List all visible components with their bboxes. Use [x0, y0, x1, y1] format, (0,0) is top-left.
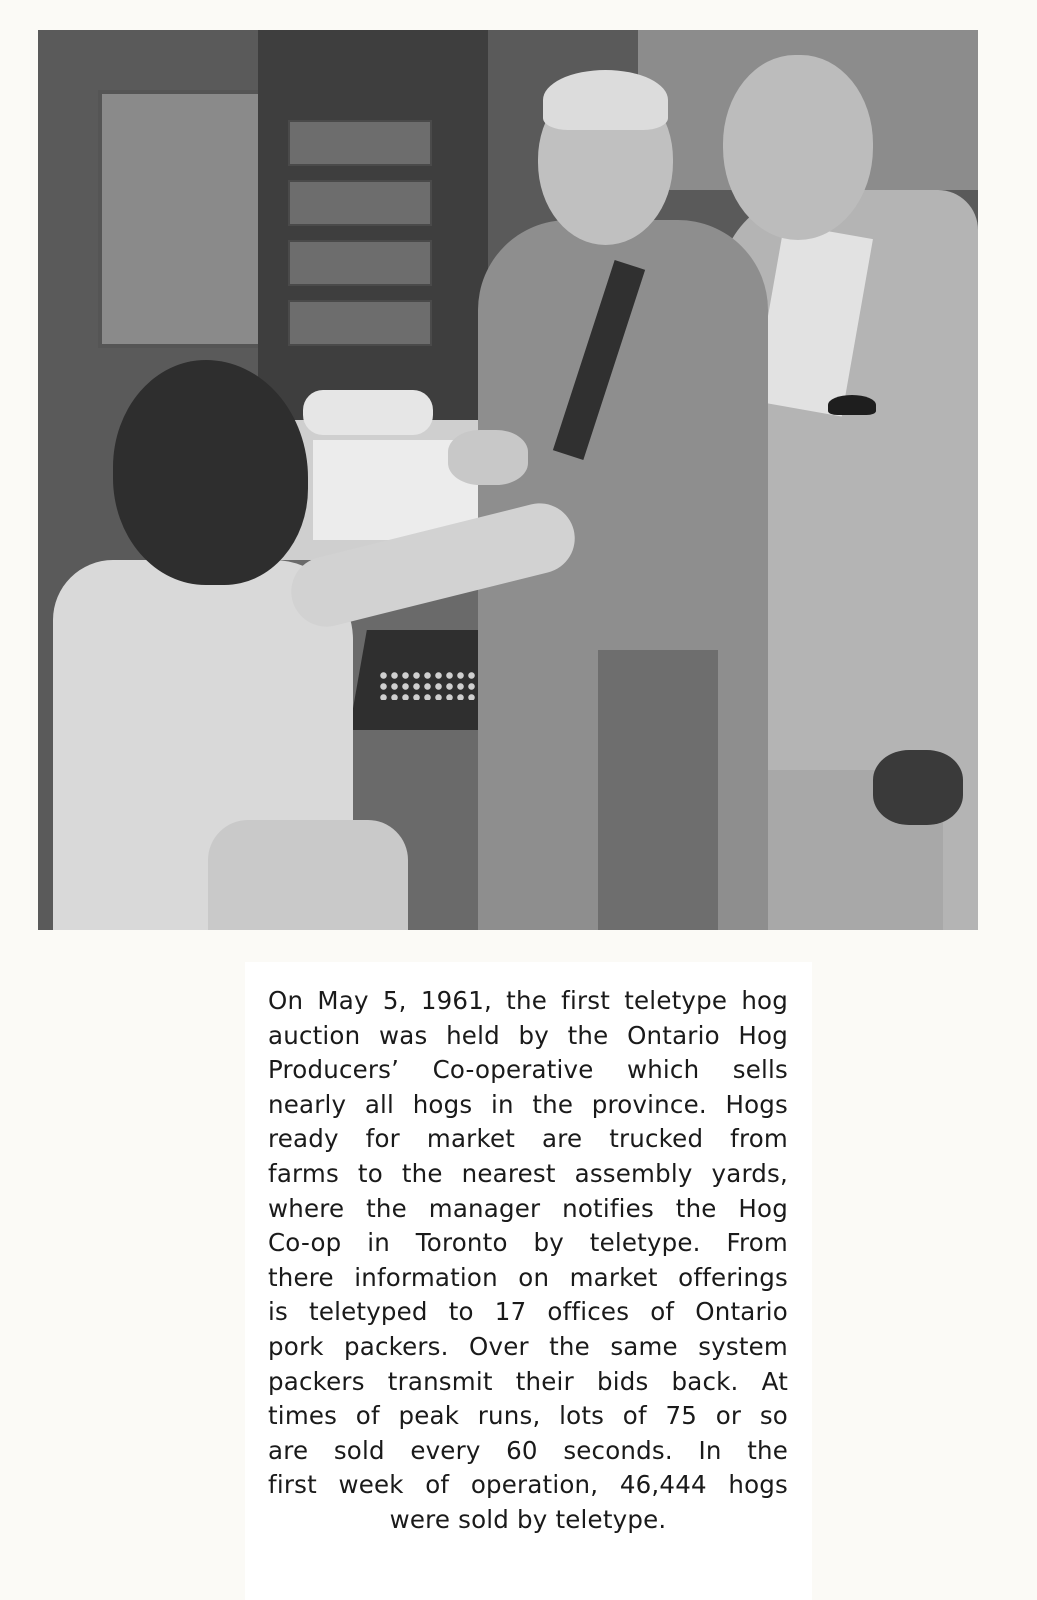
rack-panel: [288, 300, 432, 346]
man-light-suit-hand: [873, 750, 963, 825]
photo-caption: [268, 984, 788, 1538]
caption-line: On May 5, 1961, the first teletype hog: [268, 986, 788, 1015]
caption-line: packers transmit their bids back. At: [268, 1366, 788, 1396]
caption-line: is teletyped to 17 offices of Ontario: [268, 1297, 788, 1327]
man-dark-tie-hair: [543, 70, 668, 130]
caption-line: there information on market offerings: [268, 1262, 788, 1292]
paper-roll: [303, 390, 433, 435]
caption-line: auction was held by the Ontario Hog: [268, 1020, 788, 1050]
rack-panel: [288, 180, 432, 226]
caption-line: nearly all hogs in the province. Hogs: [268, 1089, 788, 1119]
man-light-suit-head: [723, 55, 873, 240]
caption-line: first week of operation, 46,444 hogs: [268, 1470, 788, 1500]
caption-line-final: were sold by teletype.: [389, 1504, 667, 1534]
caption-line: ready for market are trucked from: [268, 1124, 788, 1154]
caption-line: are sold every 60 seconds. In the: [268, 1435, 788, 1465]
rack-panel: [288, 240, 432, 286]
caption-line: farms to the nearest assembly yards,: [268, 1158, 788, 1188]
keyboard-keys: [378, 670, 488, 700]
teletype-auction-photo: [38, 30, 978, 930]
caption-line: times of peak runs, lots of 75 or so: [268, 1401, 788, 1431]
doorway: [98, 90, 266, 348]
caption-line: pork packers. Over the same system: [268, 1331, 788, 1361]
woman-operator-lap: [208, 820, 408, 930]
pocket-square: [828, 395, 876, 415]
caption-line: Producers’ Co-operative which sells: [268, 1055, 788, 1085]
rack-panel: [288, 120, 432, 166]
caption-line: Co-op in Toronto by teletype. From: [268, 1228, 788, 1258]
caption-line: where the manager notifies the Hog: [268, 1193, 788, 1223]
man-dark-tie-legs: [598, 650, 718, 930]
man-dark-tie-hand: [448, 430, 528, 485]
